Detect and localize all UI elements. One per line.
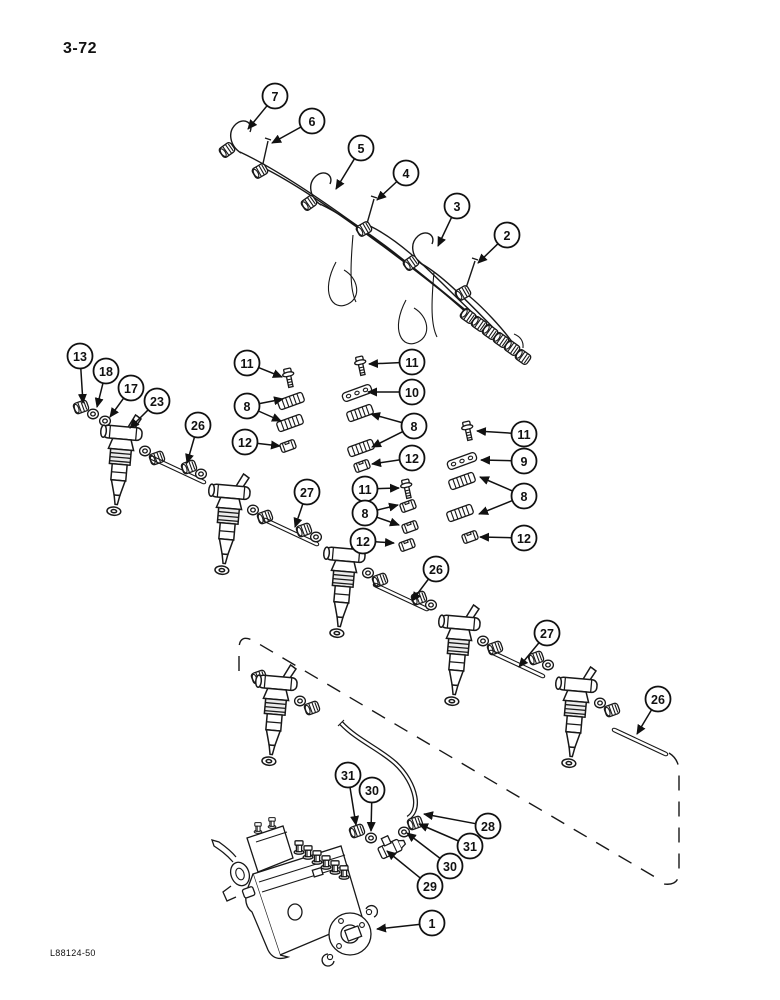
callout-number: 4 <box>402 166 410 181</box>
callout-arrow <box>371 803 372 832</box>
callout-12 <box>372 446 425 471</box>
callout-12 <box>480 526 537 551</box>
callout-8 <box>353 501 400 526</box>
callout-arrow <box>377 924 420 929</box>
callout-number: 27 <box>540 626 554 641</box>
callout-arrow <box>377 505 398 510</box>
callout-arrow <box>248 106 267 129</box>
callout-arrow <box>377 517 399 525</box>
figure-code: L88124-50 <box>50 948 96 958</box>
washer-30 <box>366 833 377 843</box>
callout-7 <box>248 84 288 130</box>
injector <box>432 602 482 707</box>
callout-number: 30 <box>443 859 457 874</box>
callout-number: 23 <box>150 394 164 409</box>
callout-1 <box>377 911 445 936</box>
callout-number: 28 <box>481 819 495 834</box>
callout-number: 12 <box>356 534 370 549</box>
clamp-8 <box>448 472 476 490</box>
clamp-8 <box>347 439 375 457</box>
callout-30 <box>360 778 385 832</box>
callout-arrow <box>97 383 103 407</box>
callout-8 <box>479 477 537 514</box>
washer-30 <box>399 827 410 837</box>
callout-number: 30 <box>365 783 379 798</box>
callout-arrow <box>369 363 400 364</box>
callout-3 <box>438 194 470 247</box>
callout-26 <box>186 413 211 464</box>
callout-arrow <box>481 460 512 461</box>
plate-9 <box>446 452 477 471</box>
callout-11 <box>353 477 400 502</box>
injection-pump <box>212 818 377 966</box>
clamp-12 <box>461 530 478 544</box>
clamp-8 <box>401 520 418 534</box>
clamp-8 <box>277 392 305 410</box>
callout-number: 8 <box>410 419 418 434</box>
callout-number: 6 <box>308 114 316 129</box>
callout-17 <box>110 376 144 418</box>
callout-arrow <box>272 127 301 143</box>
injector <box>549 664 599 769</box>
callout-arrow <box>295 504 303 527</box>
nut-31 <box>349 823 366 838</box>
callout-number: 31 <box>341 768 355 783</box>
callout-number: 26 <box>651 692 665 707</box>
callout-number: 26 <box>191 418 205 433</box>
callout-arrow <box>377 182 397 201</box>
fuel-line-bundle <box>218 121 532 366</box>
tube-26 <box>612 728 669 757</box>
clamp-12 <box>353 459 370 473</box>
callout-arrow <box>407 833 440 858</box>
bolt-11 <box>461 421 476 442</box>
callout-31 <box>336 763 361 826</box>
callout-arrow <box>480 477 513 491</box>
callout-number: 12 <box>238 435 252 450</box>
callout-number: 5 <box>357 141 365 156</box>
callout-arrow <box>258 411 281 421</box>
callout-number: 11 <box>240 356 254 371</box>
callout-11 <box>235 351 283 378</box>
clamp-8 <box>346 404 374 422</box>
clamp-8 <box>446 504 474 522</box>
bolt-11 <box>354 356 369 377</box>
callout-arrow <box>257 443 280 446</box>
callout-11 <box>477 422 537 447</box>
callout-28 <box>424 814 501 839</box>
callout-number: 8 <box>520 489 528 504</box>
callout-number: 26 <box>429 562 443 577</box>
callout-number: 8 <box>361 506 369 521</box>
callout-number: 12 <box>517 531 531 546</box>
callout-9 <box>481 449 537 474</box>
callout-arrow <box>479 501 512 514</box>
callout-arrow <box>637 710 652 734</box>
callout-arrow <box>438 217 452 246</box>
callout-arrow <box>372 432 403 447</box>
callout-arrow <box>259 368 282 377</box>
callout-number: 13 <box>73 349 87 364</box>
callout-13 <box>68 344 93 404</box>
callout-26 <box>637 687 671 735</box>
callout-number: 11 <box>405 355 419 370</box>
callout-arrow <box>372 460 400 464</box>
callout-arrow <box>350 787 356 825</box>
callout-number: 17 <box>124 381 138 396</box>
clamp-hardware <box>276 356 479 552</box>
callout-arrow <box>478 244 498 263</box>
injector <box>94 412 144 517</box>
callout-number: 3 <box>453 199 461 214</box>
callout-6 <box>272 109 325 144</box>
callout-number: 1 <box>428 916 436 931</box>
callout-number: 8 <box>243 399 251 414</box>
callout-8 <box>371 414 427 448</box>
callout-number: 11 <box>358 482 372 497</box>
injectors-and-tubes <box>73 399 669 769</box>
bolt-11 <box>400 479 415 500</box>
callout-12 <box>233 430 281 455</box>
callout-number: 10 <box>405 385 419 400</box>
callout-number: 27 <box>300 485 314 500</box>
callout-18 <box>94 359 119 408</box>
injector <box>202 471 252 576</box>
callout-29 <box>387 851 443 899</box>
nut-13 <box>73 399 90 414</box>
callout-number: 31 <box>463 839 477 854</box>
injector <box>249 662 299 767</box>
callout-arrow <box>187 437 195 463</box>
callout-arrow <box>480 537 512 538</box>
callout-number: 7 <box>271 89 279 104</box>
callout-arrow <box>477 431 512 433</box>
callout-4 <box>377 161 419 201</box>
plate-10 <box>341 384 372 403</box>
callout-number: 11 <box>517 427 531 442</box>
callout-arrow <box>81 369 83 404</box>
callout-arrow <box>378 488 400 489</box>
washer-17 <box>100 416 111 426</box>
callout-8 <box>235 394 284 422</box>
callout-arrow <box>376 542 395 543</box>
callout-12 <box>351 529 395 554</box>
callout-number: 12 <box>405 451 419 466</box>
clamp-8 <box>276 414 304 432</box>
clamp-12 <box>398 538 415 552</box>
callout-5 <box>336 136 374 190</box>
callout-26 <box>412 557 449 602</box>
callout-2 <box>478 223 520 264</box>
callout-arrow <box>419 824 459 841</box>
callout-arrow <box>371 414 402 423</box>
clamp-8 <box>399 499 416 513</box>
clamp-12 <box>279 439 296 453</box>
callout-10 <box>368 380 425 405</box>
callout-arrow <box>336 159 355 189</box>
callout-arrow <box>110 398 124 417</box>
callout-11 <box>369 350 425 375</box>
callout-layer <box>68 84 671 936</box>
page-number: 3-72 <box>63 40 98 57</box>
callout-number: 29 <box>423 879 437 894</box>
callout-arrow <box>387 851 420 878</box>
callout-number: 18 <box>99 364 113 379</box>
washer-18 <box>88 409 99 419</box>
callout-number: 2 <box>503 228 511 243</box>
bolt-11 <box>282 368 297 389</box>
callout-arrow <box>424 814 476 824</box>
callout-27 <box>295 480 320 528</box>
callout-number: 9 <box>520 454 528 469</box>
